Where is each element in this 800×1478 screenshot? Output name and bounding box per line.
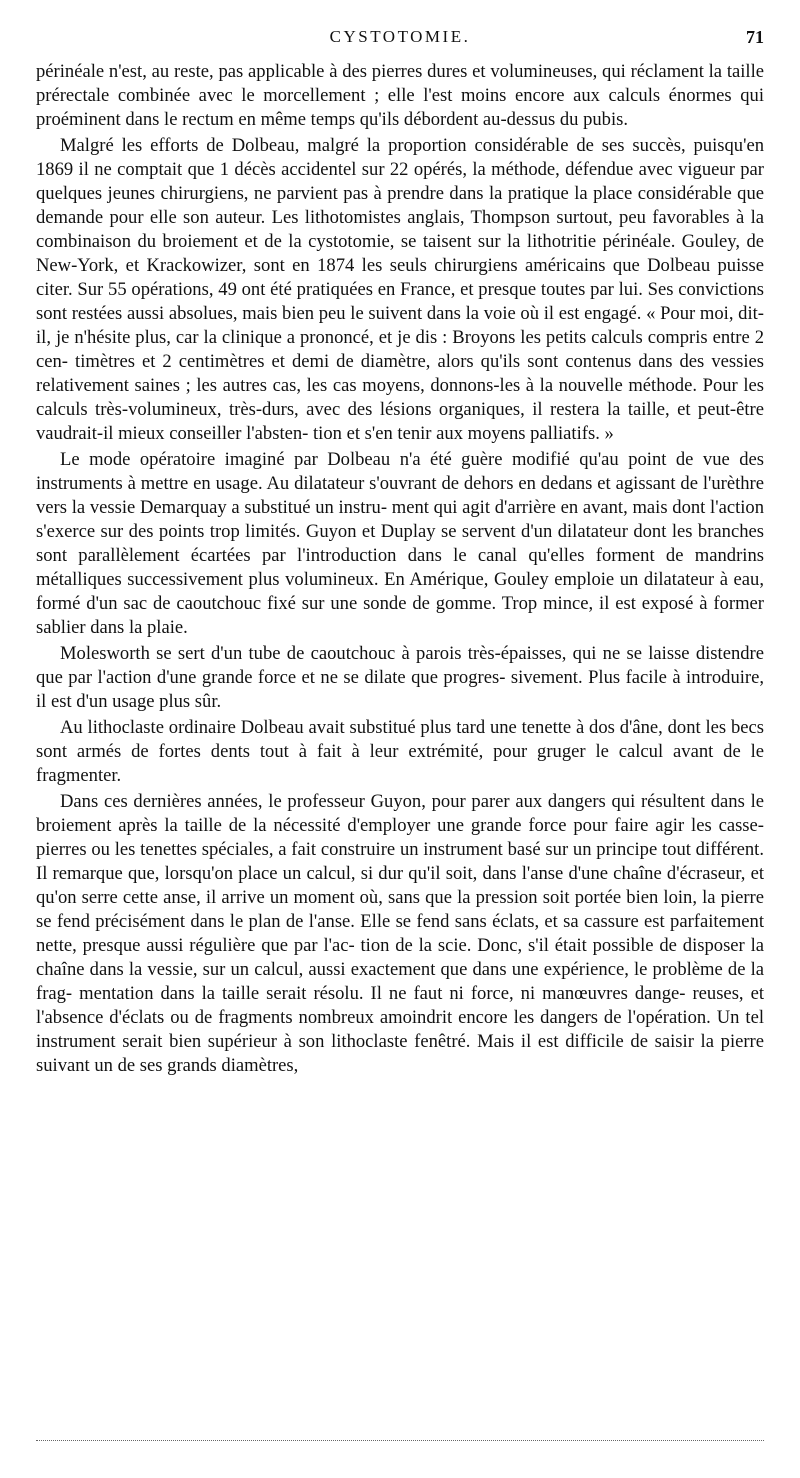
paragraph: Au lithoclaste ordinaire Dolbeau avait substitué plus tard une tenette à dos d'âne, dont les becs sont armés de fortes dents tout à fait à leur extrémité, pour gruger le calcul avant de le fragmenter. bbox=[36, 717, 764, 786]
running-title: CYSTOTOMIE. bbox=[329, 27, 471, 46]
footer-divider bbox=[36, 1440, 764, 1441]
running-head bbox=[36, 27, 764, 53]
page-number: 71 bbox=[746, 27, 764, 47]
paragraph: Dans ces dernières années, le professeur Guyon, pour parer aux dangers qui résultent dans le broiement après la taille de la nécessité d'employer une grande force pour faire agir les casse-pierres ou les tenettes spéciales, a fait construire un instrument basé sur un principe tout différent. Il remarque que, lorsqu'on place un calcul, si dur qu'il soit, dans l'anse d'une chaîne d'écraseur, et qu'on serre cette anse, il arrive un moment où, sans que la pression soit portée bien loin, la pierre se fend précisément dans le plan de l'anse. Elle se fend sans éclats, et sa cassure est parfaitement nette, presque aussi régulière que par l'ac- tion de la scie. Donc, s'il était possible de disposer la chaîne dans la vessie, sur un calcul, aussi exactement que dans une expérience, le problème de la frag- mentation dans la taille serait résolu. Il ne faut ni force, ni manœuvres dange- reuses, et l'absence d'éclats ou de fragments nombreux amoindrit encore les dangers de l'opération. Un tel instrument serait bien supérieur à son lithoclaste fenêtré. Mais il est difficile de saisir la pierre suivant un de ses grands diamètres, bbox=[36, 791, 764, 1076]
paragraph: Molesworth se sert d'un tube de caoutchouc à parois très-épaisses, qui ne se laisse distendre que par l'action d'une grande force et ne se dilate que progres- sivement. Plus facile à introduire, il est d'un usage plus sûr. bbox=[36, 643, 764, 712]
paragraph: périnéale n'est, au reste, pas applicable à des pierres dures et volumineuses, qui réclament la taille prérectale combinée avec le morcellement ; elle l'est moins encore aux calculs énormes qui proéminent dans le rectum en même temps qu'ils débordent au-dessus du pubis. bbox=[36, 61, 764, 130]
paragraph: Malgré les efforts de Dolbeau, malgré la proportion considérable de ses succès, puisqu'en 1869 il ne comptait que 1 décès accidentel sur 22 opérés, la méthode, défendue avec vigueur par quelques jeunes chirurgiens, ne parvient pas à prendre dans la pratique la place considérable que demande pour elle son auteur. Les lithotomistes anglais, Thompson surtout, peu favorables à la combinaison du broiement et de la cystotomie, se taisent sur la lithotritie périnéale. Gouley, de New-York, et Krackowizer, sont en 1874 les seuls chirurgiens américains que Dolbeau puisse citer. Sur 55 opérations, 49 ont été pratiquées en France, et presque toutes par lui. Ses convictions sont restées aussi absolues, mais bien peu le suivent dans la voie où il est engagé. « Pour moi, dit-il, je n'hésite plus, car la clinique a prononcé, et je dis : Broyons les petits calculs compris entre 2 cen- timètres et 2 centimètres et demi de diamètre, alors qu'ils sont contenus dans des vessies relativement saines ; les autres cas, les cas moyens, donnons-les à la nouvelle méthode. Pour les calculs très-volumineux, très-durs, avec des lésions organiques, il restera la taille, et peut-être vaudrait-il mieux conseiller l'absten- tion et s'en tenir aux moyens palliatifs. » bbox=[36, 135, 764, 444]
paragraph: Le mode opératoire imaginé par Dolbeau n'a été guère modifié qu'au point de vue des instruments à mettre en usage. Au dilatateur s'ouvrant de dehors en dedans et agissant de l'urèthre vers la vessie Demarquay a substitué un instru- ment qui agit d'arrière en avant, mais dont l'action s'exerce sur des points trop limités. Guyon et Duplay se servent d'un dilatateur dont les branches sont parallèlement écartées par l'introduction dans le canal qu'elles forment de mandrins métalliques successivement plus volumineux. En Amérique, Gouley emploie un dilatateur à eau, formé d'un sac de caoutchouc fixé sur une sonde de gomme. Trop mince, il est exposé à former sablier dans la plaie. bbox=[36, 449, 764, 638]
body-text bbox=[36, 60, 764, 1078]
